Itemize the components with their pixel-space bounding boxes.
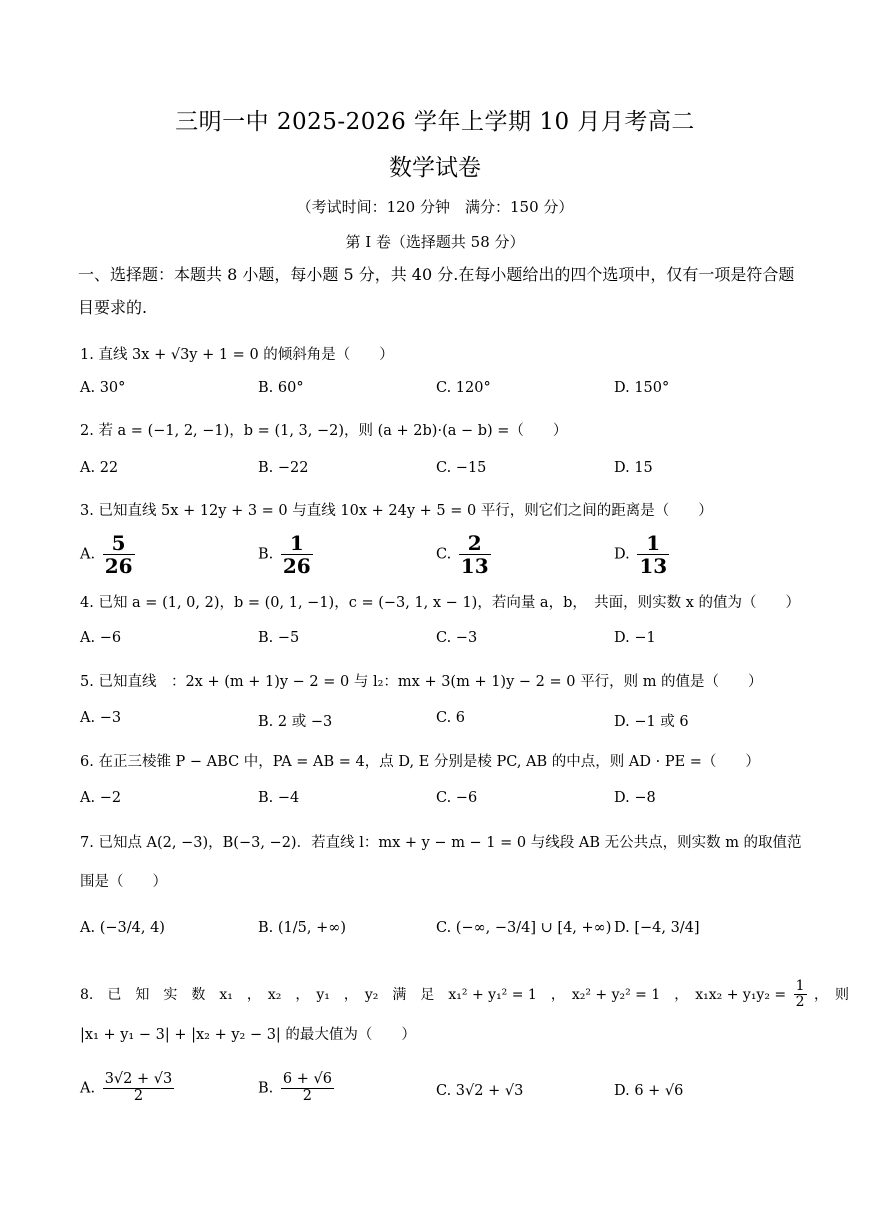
q8-option-d: D. 6 + √6 [614,1083,684,1099]
q8-option-a: A. $\frac{3√2 + √3}{2}$ [80,1071,173,1104]
q4-option-c: C. −3 [436,630,478,646]
q6-option-d: D. −8 [614,790,656,806]
q8-option-b: B. $\frac{6 + √6}{2}$ [258,1071,332,1104]
q3-option-a: A. $\frac{5}{26}$ [80,531,133,578]
q6-option-b: B. −4 [258,790,300,806]
fraction: $\frac{1}{13}$ [639,531,668,578]
q7-option-c: C. (−∞, −3/4] ∪ [4, +∞) [436,920,612,936]
q5-option-a: A. −3 [80,710,122,726]
q2-option-b: B. −22 [258,460,309,476]
q6-option-c: C. −6 [436,790,478,806]
question-2: 2. 若 a = (−1, 2, −1)，b = (1, 3, −2)，则 (a + 2b)·(a − b) =（ ） [80,423,568,439]
q1-option-b: B. 60° [258,380,304,396]
question-5: 5. 已知直线 ：2x + (m + 1)y − 2 = 0 与 l₂：mx + 3(m + 1)y − 2 = 0 平行，则 m 的值是（ ） [80,674,763,690]
question-6: 6. 在正三棱锥 P − ABC 中，PA = AB = 4，点 D, E 分别是棱 PC, AB 的中点，则 AD · PE =（ ） [80,754,760,770]
fraction: $\frac{2}{13}$ [460,531,489,578]
question-8: 8. 已 知 实 数 x₁ ， x₂ ， y₁ ， y₂ 满 足 x₁² + y₁² = 1 ， x₂² + y₂² = 1 ， x₁x₂ + y₁y₂ = $\frac{1}{2}$ ， 则 [80,978,849,1011]
q7-option-b: B. (1/5, +∞) [258,920,346,936]
q1-option-c: C. 120° [436,380,491,396]
q2-option-c: C. −15 [436,460,487,476]
q4-option-a: A. −6 [80,630,122,646]
question-3: 3. 已知直线 5x + 12y + 3 = 0 与直线 10x + 24y + 5 = 0 平行，则它们之间的距离是（ ） [80,503,713,519]
q4-option-d: D. −1 [614,630,656,646]
q7-option-d: D. [−4, 3/4] [614,920,700,936]
section-instructions: 一、选择题：本题共 8 小题，每小题 5 分，共 40 分.在每小题给出的四个选项中，仅有一项是符合题目要求的. [78,265,795,317]
q7-option-a: A. (−3/4, 4) [80,920,165,936]
question-1: 1. 直线 3x + √3y + 1 = 0 的倾斜角是（ ） [80,347,394,363]
q6-option-a: A. −2 [80,790,122,806]
q3-option-d: D. $\frac{1}{13}$ [614,531,668,578]
q2-option-d: D. 15 [614,460,653,476]
q8-option-c: C. 3√2 + √3 [436,1083,524,1099]
fraction: $\frac{1}{26}$ [282,531,311,578]
q5-option-b: B. 2 或 −3 [258,714,333,730]
fraction: $\frac{3√2 + √3}{2}$ [104,1071,173,1104]
exam-subtitle: 数学试卷 [389,155,481,181]
q1-option-d: D. 150° [614,380,670,396]
q2-option-a: A. 22 [80,460,119,476]
volume-heading: 第 I 卷（选择题共 58 分） [345,233,525,251]
fraction: $\frac{6 + √6}{2}$ [282,1071,332,1104]
q1-option-a: A. 30° [80,380,126,396]
fraction: $\frac{1}{2}$ [795,978,805,1011]
fraction: $\frac{5}{26}$ [104,531,133,578]
question-7: 7. 已知点 A(2, −3)，B(−3, −2)．若直线 l：mx + y − m − 1 = 0 与线段 AB 无公共点，则实数 m 的取值范 [80,835,802,851]
exam-title: 三明一中 2025-2026 学年上学期 10 月月考高二 [175,109,695,135]
question-4: 4. 已知 a = (1, 0, 2)，b = (0, 1, −1)，c = (−3, 1, x − 1)，若向量 a，b， 共面，则实数 x 的值为（ ） [80,595,801,611]
question-7-cont: 围是（ ） [80,874,167,890]
exam-info: （考试时间：120 分钟 满分：150 分） [296,198,574,216]
q5-option-c: C. 6 [436,710,466,726]
question-8-cont: |x₁ + y₁ − 3| + |x₂ + y₂ − 3| 的最大值为（ ） [80,1027,416,1043]
q3-option-b: B. $\frac{1}{26}$ [258,531,311,578]
q3-option-c: C. $\frac{2}{13}$ [436,531,489,578]
q5-option-d: D. −1 或 6 [614,714,689,730]
q4-option-b: B. −5 [258,630,300,646]
